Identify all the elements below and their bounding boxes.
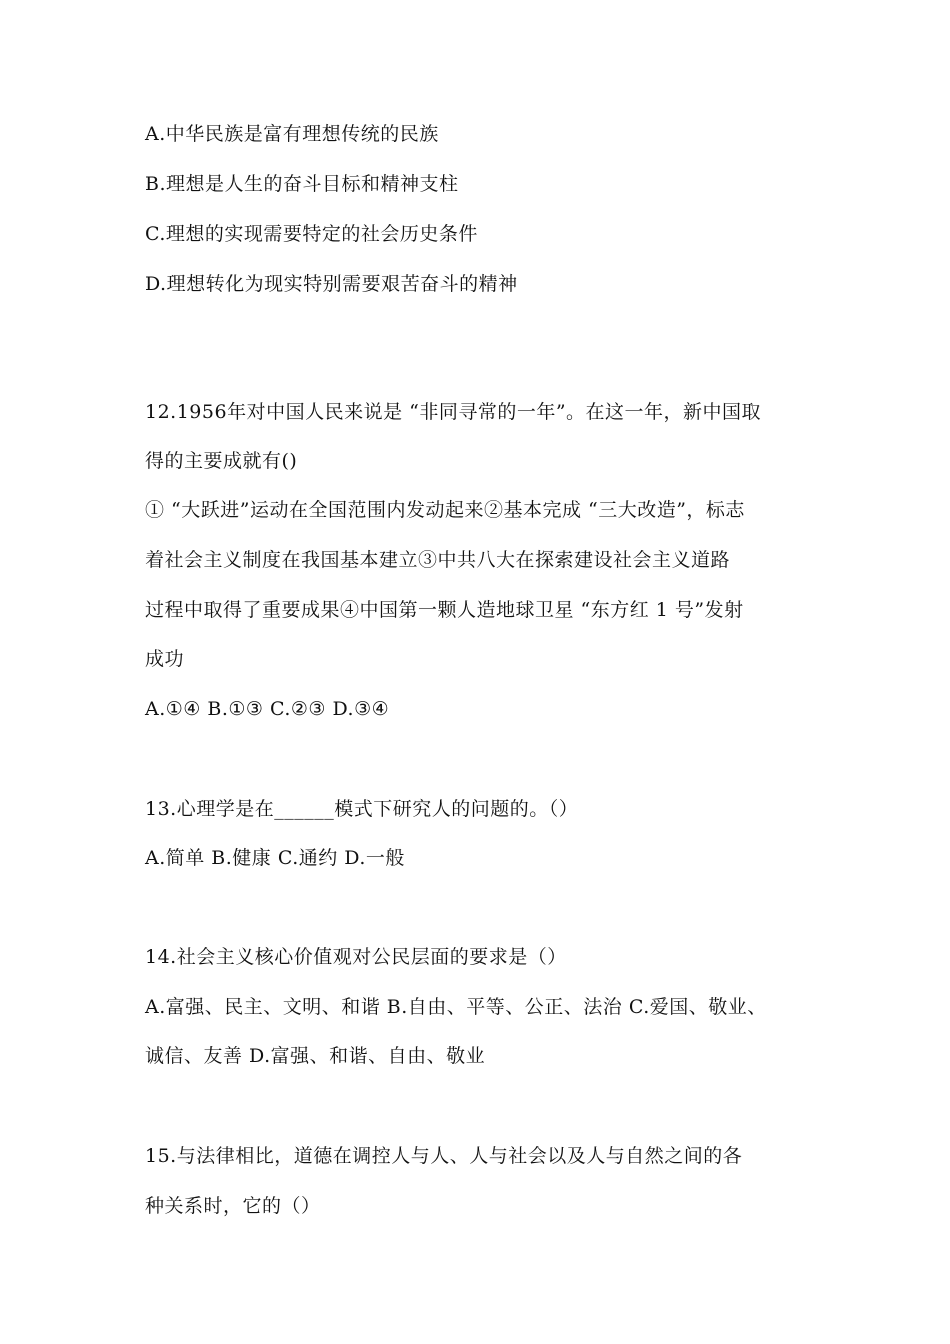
q11-option-d: D.理想转化为现实特别需要艰苦奋斗的精神 xyxy=(145,273,518,295)
q12-stem-line-2: 得的主要成就有() xyxy=(145,450,298,472)
q11-option-c: C.理想的实现需要特定的社会历史条件 xyxy=(145,223,478,245)
q15-stem-line-2: 种关系时，它的（） xyxy=(145,1195,321,1217)
q15-stem-line-1: 15.与法律相比，道德在调控人与人、人与社会以及人与自然之间的各 xyxy=(145,1145,743,1167)
q13-options: A.简单 B.健康 C.通约 D.一般 xyxy=(145,847,405,869)
q12-items-line-1: ① “大跃进”运动在全国范围内发动起来②基本完成 “三大改造”，标志 xyxy=(145,499,745,521)
q14-stem: 14.社会主义核心价值观对公民层面的要求是（） xyxy=(145,946,567,968)
q13-stem: 13.心理学是在______模式下研究人的问题的。（） xyxy=(145,798,579,820)
q14-options-line-1: A.富强、民主、文明、和谐 B.自由、平等、公正、法治 C.爱国、敬业、 xyxy=(145,996,767,1018)
q11-option-b: B.理想是人生的奋斗目标和精神支柱 xyxy=(145,173,459,195)
q12-items-line-4: 成功 xyxy=(145,648,185,670)
q14-options-line-2: 诚信、友善 D.富强、和谐、自由、敬业 xyxy=(145,1045,486,1067)
q12-options: A.①④ B.①③ C.②③ D.③④ xyxy=(145,698,390,720)
q12-stem-line-1: 12.1956年对中国人民来说是 “非同寻常的一年”。在这一年，新中国取 xyxy=(145,401,762,423)
q12-items-line-2: 着社会主义制度在我国基本建立③中共八大在探索建设社会主义道路 xyxy=(145,549,731,571)
q11-option-a: A.中华民族是富有理想传统的民族 xyxy=(145,123,439,145)
q12-items-line-3: 过程中取得了重要成果④中国第一颗人造地球卫星 “东方红 1 号”发射 xyxy=(145,599,744,621)
